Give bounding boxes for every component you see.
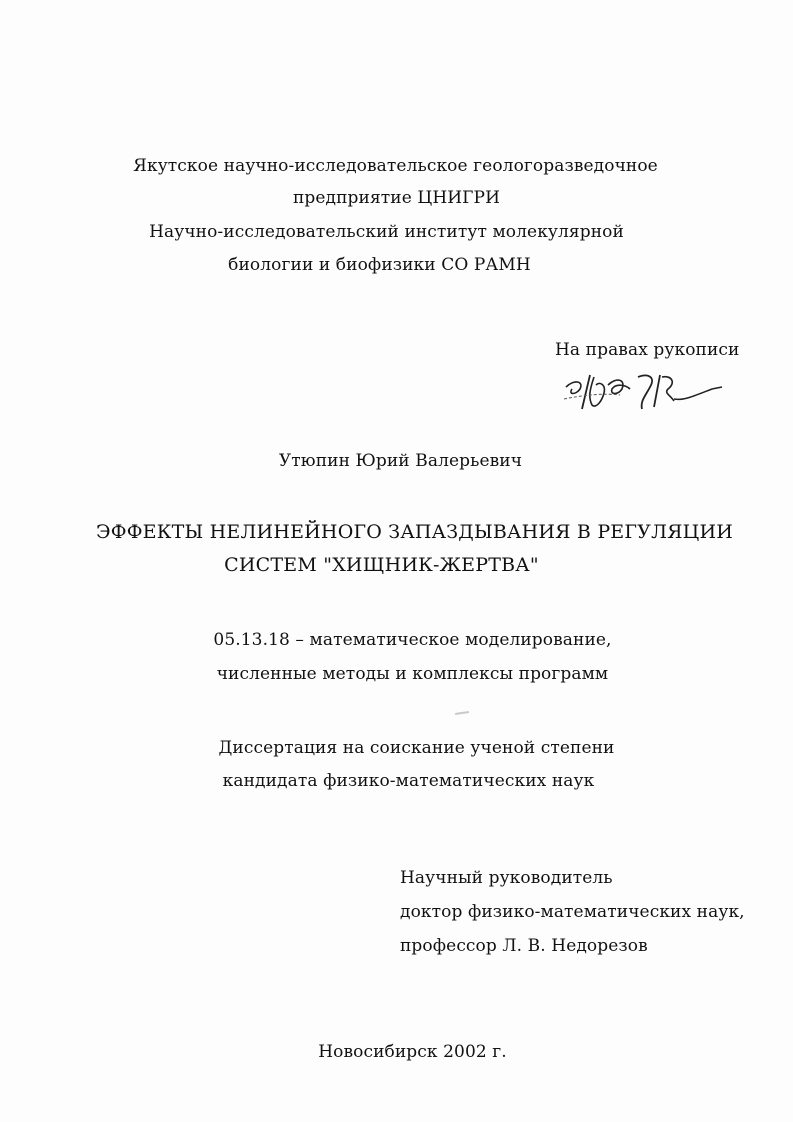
city-year: Новосибирск 2002 г. (318, 1042, 507, 1062)
specialty-line-1: 05.13.18 – математическое моделирование, (213, 630, 612, 650)
supervisor-name: профессор Л. В. Недорезов (400, 936, 648, 956)
specialty-line-2: численные методы и комплексы программ (216, 664, 609, 684)
author-name: Утюпин Юрий Валерьевич (278, 451, 523, 471)
manuscript-rights-note: На правах рукописи (555, 340, 740, 360)
scan-smudge (455, 711, 469, 715)
handwritten-signature (560, 365, 725, 417)
organization-line-3: Научно-исследовательский институт молекулярной (149, 222, 624, 242)
supervisor-label: Научный руководитель (400, 868, 613, 888)
organization-line-4: биологии и биофизики СО РАМН (228, 255, 531, 275)
dissertation-title-line-2: СИСТЕМ "ХИЩНИК-ЖЕРТВА" (224, 554, 539, 576)
degree-statement-line-1: Диссертация на соискание ученой степени (218, 738, 615, 758)
organization-line-2: предприятие ЦНИГРИ (292, 188, 500, 208)
degree-statement-line-2: кандидата физико-математических наук (222, 771, 595, 791)
supervisor-degree: доктор физико-математических наук, (400, 902, 745, 922)
organization-line-1: Якутское научно-исследовательское геологоразведочное (133, 156, 658, 176)
dissertation-title-line-1: ЭФФЕКТЫ НЕЛИНЕЙНОГО ЗАПАЗДЫВАНИЯ В РЕГУЛЯЦИИ (96, 521, 733, 543)
